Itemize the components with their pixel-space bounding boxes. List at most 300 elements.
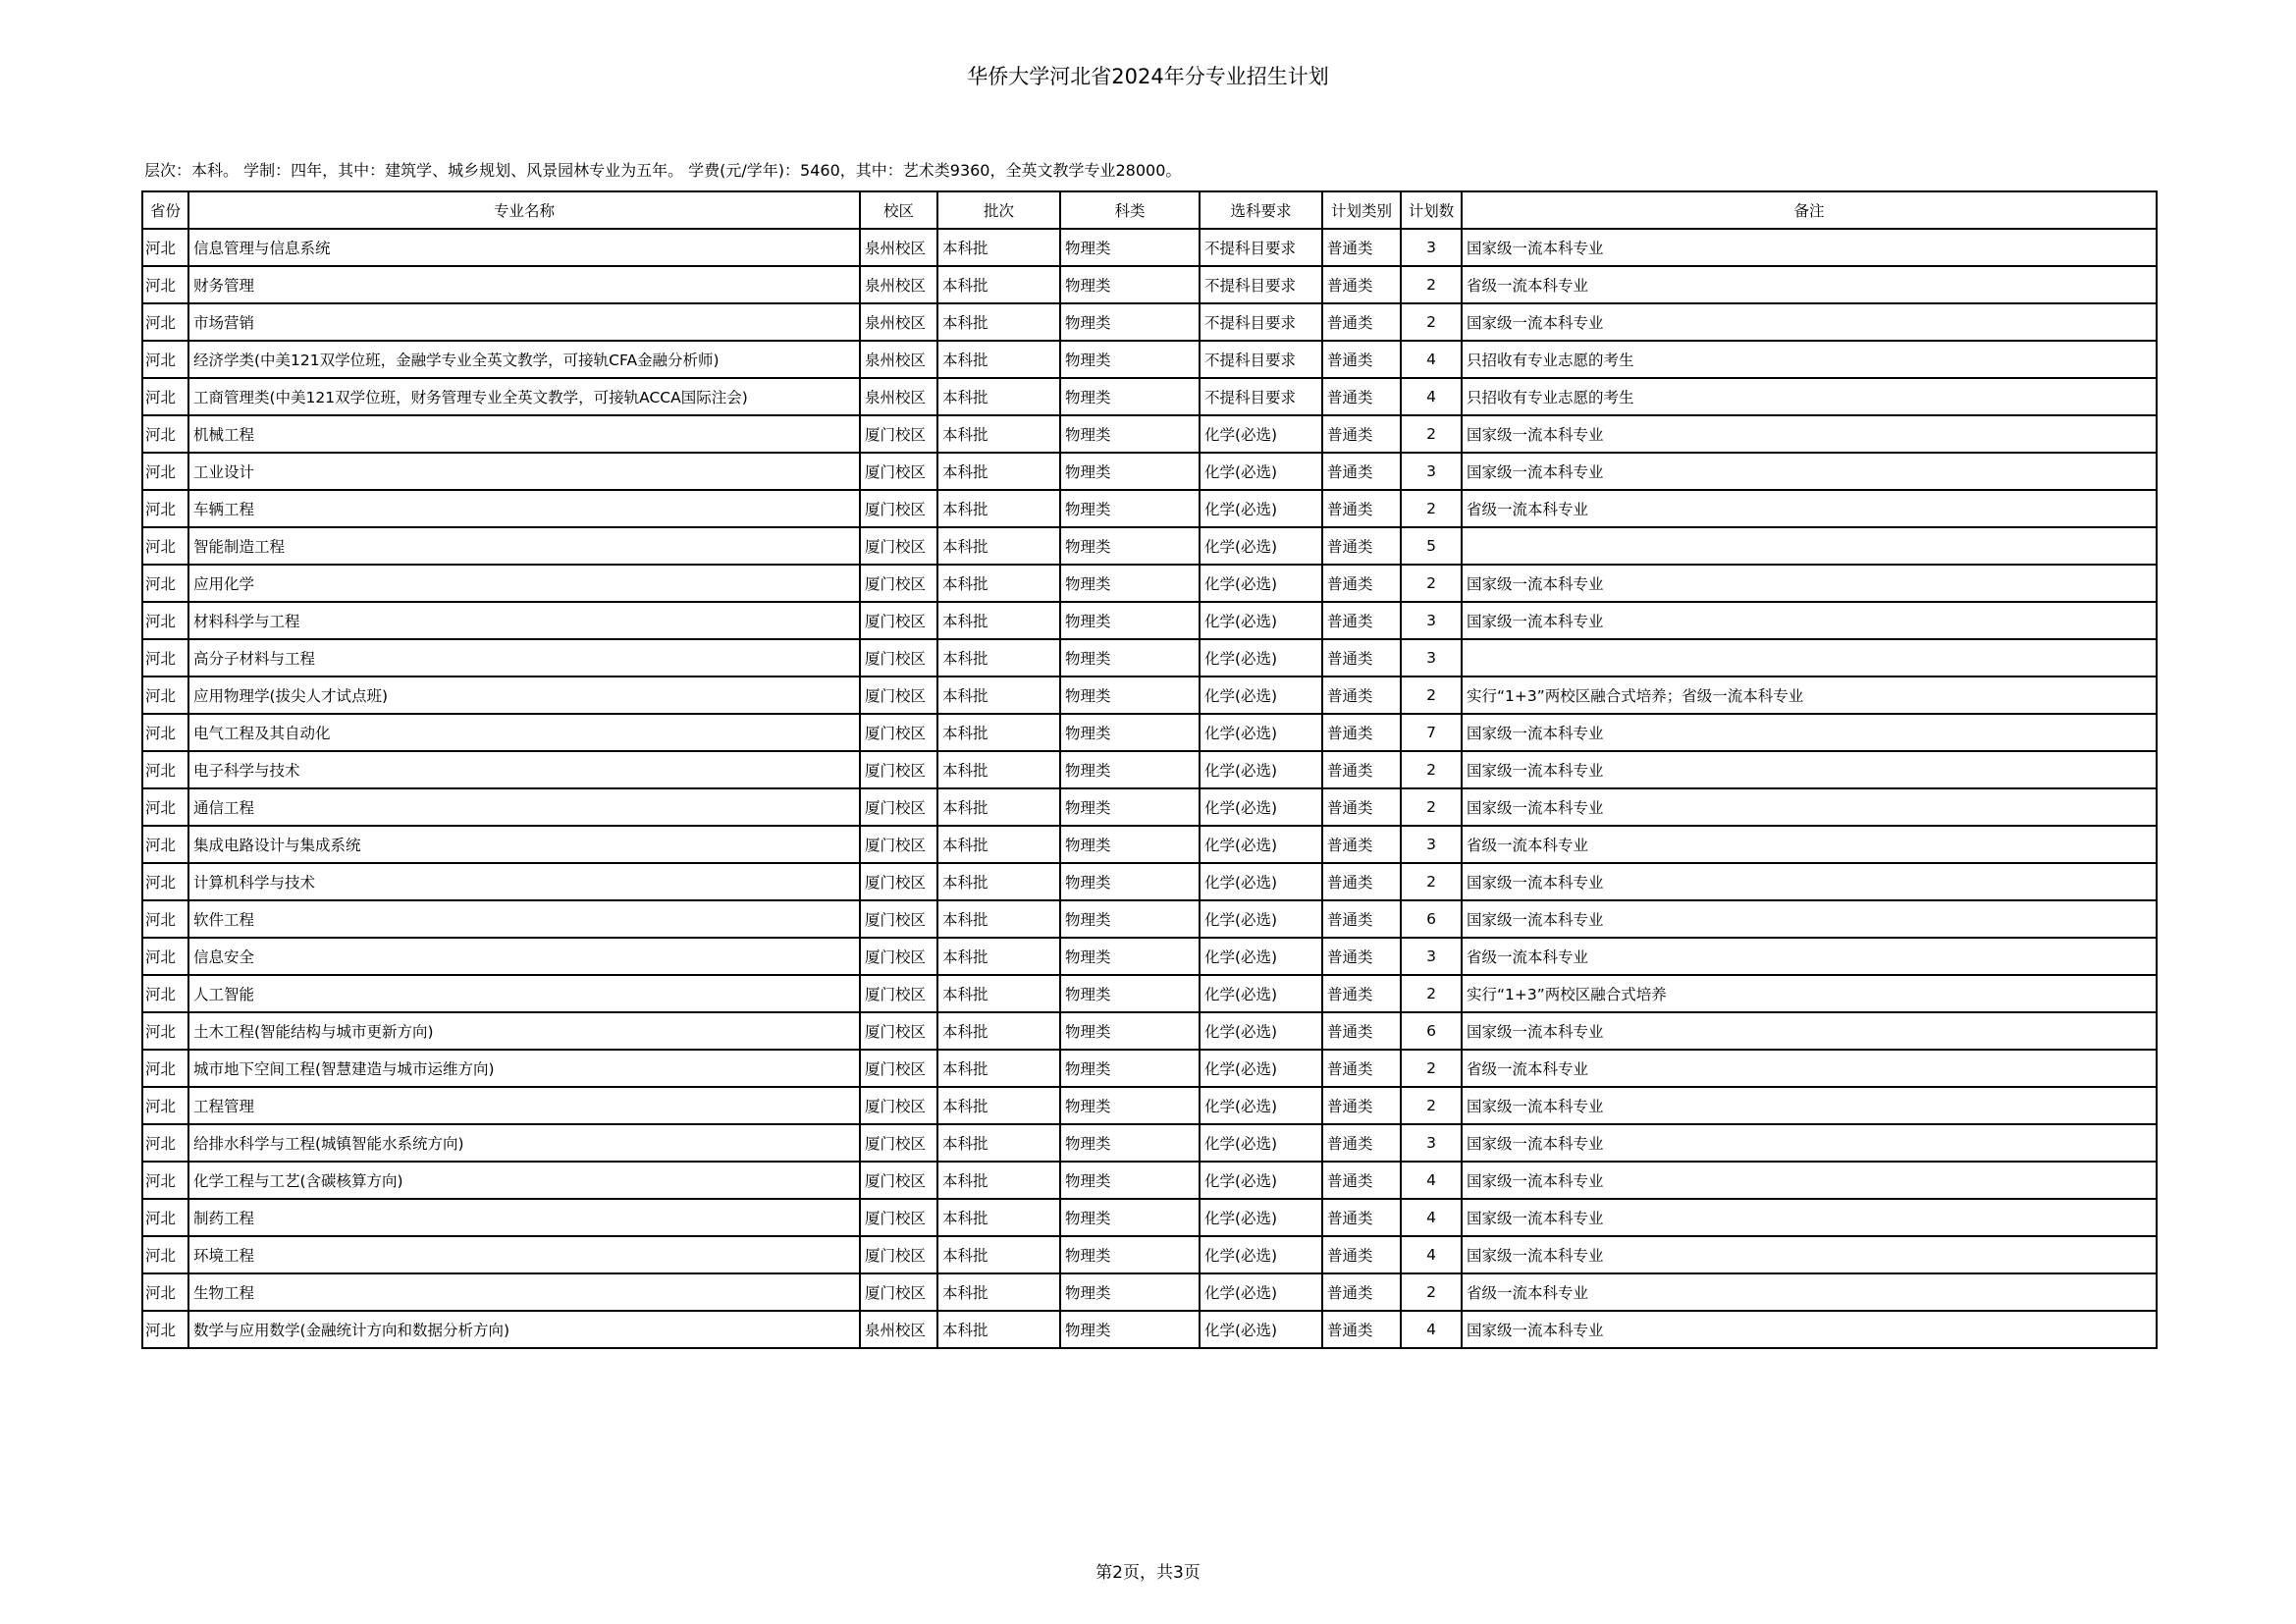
cell-plan-type: 普通类: [1322, 415, 1401, 453]
cell-batch: 本科批: [937, 1124, 1060, 1162]
cell-count: 4: [1401, 341, 1462, 378]
cell-province: 河北: [142, 1236, 188, 1273]
cell-plan-type: 普通类: [1322, 1199, 1401, 1236]
cell-category: 物理类: [1060, 1012, 1200, 1050]
cell-subjects: 化学(必选): [1200, 639, 1322, 677]
cell-province: 河北: [142, 490, 188, 527]
cell-batch: 本科批: [937, 490, 1060, 527]
cell-category: 物理类: [1060, 975, 1200, 1012]
table-row: [142, 826, 2157, 863]
cell-batch: 本科批: [937, 863, 1060, 900]
table-row: [142, 490, 2157, 527]
cell-major: 信息管理与信息系统: [188, 229, 860, 266]
cell-notes: 只招收有专业志愿的考生: [1462, 341, 2157, 378]
cell-province: 河北: [142, 1199, 188, 1236]
cell-major: 应用化学: [188, 565, 860, 602]
cell-count: 2: [1401, 751, 1462, 788]
header-count: 计划数: [1401, 191, 1462, 229]
cell-campus: 厦门校区: [860, 453, 937, 490]
cell-major: 工程管理: [188, 1087, 860, 1124]
cell-plan-type: 普通类: [1322, 453, 1401, 490]
cell-major: 计算机科学与技术: [188, 863, 860, 900]
cell-subjects: 化学(必选): [1200, 453, 1322, 490]
cell-subjects: 化学(必选): [1200, 751, 1322, 788]
cell-major: 城市地下空间工程(智慧建造与城市运维方向): [188, 1050, 860, 1087]
cell-province: 河北: [142, 1124, 188, 1162]
cell-count: 3: [1401, 602, 1462, 639]
cell-province: 河北: [142, 1311, 188, 1348]
cell-category: 物理类: [1060, 565, 1200, 602]
cell-count: 2: [1401, 1087, 1462, 1124]
cell-campus: 厦门校区: [860, 826, 937, 863]
cell-plan-type: 普通类: [1322, 1311, 1401, 1348]
table-row: [142, 863, 2157, 900]
cell-batch: 本科批: [937, 1311, 1060, 1348]
cell-category: 物理类: [1060, 602, 1200, 639]
cell-batch: 本科批: [937, 453, 1060, 490]
cell-major: 高分子材料与工程: [188, 639, 860, 677]
cell-subjects: 化学(必选): [1200, 1311, 1322, 1348]
cell-count: 3: [1401, 826, 1462, 863]
cell-subjects: 化学(必选): [1200, 490, 1322, 527]
cell-count: 4: [1401, 1162, 1462, 1199]
header-batch: 批次: [937, 191, 1060, 229]
cell-subjects: 化学(必选): [1200, 602, 1322, 639]
cell-campus: 厦门校区: [860, 1199, 937, 1236]
cell-notes: 国家级一流本科专业: [1462, 1124, 2157, 1162]
cell-campus: 泉州校区: [860, 1311, 937, 1348]
cell-major: 财务管理: [188, 266, 860, 303]
table-row: [142, 266, 2157, 303]
cell-count: 2: [1401, 415, 1462, 453]
cell-province: 河北: [142, 266, 188, 303]
cell-subjects: 不提科目要求: [1200, 303, 1322, 341]
cell-major: 市场营销: [188, 303, 860, 341]
cell-notes: [1462, 639, 2157, 677]
cell-notes: 国家级一流本科专业: [1462, 565, 2157, 602]
header-campus: 校区: [860, 191, 937, 229]
table-row: [142, 229, 2157, 266]
cell-category: 物理类: [1060, 266, 1200, 303]
cell-notes: 国家级一流本科专业: [1462, 1199, 2157, 1236]
cell-notes: 省级一流本科专业: [1462, 826, 2157, 863]
cell-campus: 厦门校区: [860, 751, 937, 788]
cell-campus: 厦门校区: [860, 714, 937, 751]
header-major: 专业名称: [188, 191, 860, 229]
cell-major: 土木工程(智能结构与城市更新方向): [188, 1012, 860, 1050]
cell-batch: 本科批: [937, 639, 1060, 677]
cell-count: 7: [1401, 714, 1462, 751]
cell-campus: 厦门校区: [860, 565, 937, 602]
cell-major: 人工智能: [188, 975, 860, 1012]
cell-major: 给排水科学与工程(城镇智能水系统方向): [188, 1124, 860, 1162]
cell-campus: 泉州校区: [860, 378, 937, 415]
cell-batch: 本科批: [937, 303, 1060, 341]
cell-notes: 国家级一流本科专业: [1462, 303, 2157, 341]
cell-major: 工商管理类(中美121双学位班，财务管理专业全英文教学，可接轨ACCA国际注会): [188, 378, 860, 415]
cell-count: 2: [1401, 1273, 1462, 1311]
cell-category: 物理类: [1060, 415, 1200, 453]
cell-category: 物理类: [1060, 341, 1200, 378]
cell-plan-type: 普通类: [1322, 938, 1401, 975]
cell-major: 通信工程: [188, 788, 860, 826]
cell-campus: 厦门校区: [860, 527, 937, 565]
cell-batch: 本科批: [937, 565, 1060, 602]
cell-plan-type: 普通类: [1322, 1087, 1401, 1124]
table-row: [142, 1236, 2157, 1273]
cell-major: 制药工程: [188, 1199, 860, 1236]
cell-category: 物理类: [1060, 1162, 1200, 1199]
header-plan-type: 计划类别: [1322, 191, 1401, 229]
cell-plan-type: 普通类: [1322, 900, 1401, 938]
cell-notes: 省级一流本科专业: [1462, 1050, 2157, 1087]
cell-major: 电子科学与技术: [188, 751, 860, 788]
table-row: [142, 378, 2157, 415]
cell-plan-type: 普通类: [1322, 751, 1401, 788]
cell-notes: 国家级一流本科专业: [1462, 900, 2157, 938]
cell-count: 4: [1401, 1236, 1462, 1273]
cell-campus: 厦门校区: [860, 1162, 937, 1199]
cell-plan-type: 普通类: [1322, 527, 1401, 565]
cell-plan-type: 普通类: [1322, 378, 1401, 415]
cell-subjects: 化学(必选): [1200, 714, 1322, 751]
table-row: [142, 602, 2157, 639]
cell-subjects: 化学(必选): [1200, 826, 1322, 863]
cell-batch: 本科批: [937, 826, 1060, 863]
table-row: [142, 1273, 2157, 1311]
cell-batch: 本科批: [937, 602, 1060, 639]
cell-subjects: 化学(必选): [1200, 1273, 1322, 1311]
table-row: [142, 1162, 2157, 1199]
cell-notes: 国家级一流本科专业: [1462, 453, 2157, 490]
table-row: [142, 788, 2157, 826]
table-row: [142, 527, 2157, 565]
cell-category: 物理类: [1060, 1124, 1200, 1162]
cell-category: 物理类: [1060, 1273, 1200, 1311]
cell-batch: 本科批: [937, 1199, 1060, 1236]
cell-plan-type: 普通类: [1322, 229, 1401, 266]
cell-major: 智能制造工程: [188, 527, 860, 565]
cell-notes: 国家级一流本科专业: [1462, 602, 2157, 639]
cell-category: 物理类: [1060, 677, 1200, 714]
cell-notes: 国家级一流本科专业: [1462, 1087, 2157, 1124]
cell-batch: 本科批: [937, 1236, 1060, 1273]
cell-subjects: 化学(必选): [1200, 1162, 1322, 1199]
cell-major: 材料科学与工程: [188, 602, 860, 639]
cell-count: 4: [1401, 378, 1462, 415]
page-number: 第2页，共3页: [1095, 1563, 1201, 1583]
cell-notes: 国家级一流本科专业: [1462, 714, 2157, 751]
cell-category: 物理类: [1060, 490, 1200, 527]
table-row: [142, 677, 2157, 714]
cell-plan-type: 普通类: [1322, 303, 1401, 341]
cell-batch: 本科批: [937, 527, 1060, 565]
cell-province: 河北: [142, 1162, 188, 1199]
cell-count: 3: [1401, 229, 1462, 266]
cell-major: 集成电路设计与集成系统: [188, 826, 860, 863]
cell-province: 河北: [142, 639, 188, 677]
cell-batch: 本科批: [937, 341, 1060, 378]
cell-count: 6: [1401, 900, 1462, 938]
cell-major: 工业设计: [188, 453, 860, 490]
cell-campus: 厦门校区: [860, 1012, 937, 1050]
cell-notes: 实行“1+3”两校区融合式培养；省级一流本科专业: [1462, 677, 2157, 714]
cell-batch: 本科批: [937, 266, 1060, 303]
cell-campus: 厦门校区: [860, 602, 937, 639]
cell-province: 河北: [142, 677, 188, 714]
cell-notes: 只招收有专业志愿的考生: [1462, 378, 2157, 415]
cell-count: 5: [1401, 527, 1462, 565]
cell-notes: 国家级一流本科专业: [1462, 751, 2157, 788]
cell-notes: 国家级一流本科专业: [1462, 1236, 2157, 1273]
cell-batch: 本科批: [937, 677, 1060, 714]
cell-plan-type: 普通类: [1322, 341, 1401, 378]
cell-category: 物理类: [1060, 1311, 1200, 1348]
cell-province: 河北: [142, 788, 188, 826]
cell-category: 物理类: [1060, 639, 1200, 677]
cell-notes: 国家级一流本科专业: [1462, 415, 2157, 453]
cell-campus: 泉州校区: [860, 266, 937, 303]
cell-batch: 本科批: [937, 1050, 1060, 1087]
cell-notes: 国家级一流本科专业: [1462, 788, 2157, 826]
cell-province: 河北: [142, 826, 188, 863]
cell-plan-type: 普通类: [1322, 975, 1401, 1012]
cell-subjects: 化学(必选): [1200, 938, 1322, 975]
table-row: [142, 975, 2157, 1012]
cell-province: 河北: [142, 602, 188, 639]
cell-province: 河北: [142, 565, 188, 602]
cell-batch: 本科批: [937, 1273, 1060, 1311]
cell-notes: 省级一流本科专业: [1462, 938, 2157, 975]
cell-batch: 本科批: [937, 229, 1060, 266]
cell-category: 物理类: [1060, 900, 1200, 938]
table-body: [142, 229, 2157, 1348]
cell-count: 3: [1401, 938, 1462, 975]
cell-plan-type: 普通类: [1322, 1012, 1401, 1050]
cell-subjects: 不提科目要求: [1200, 229, 1322, 266]
cell-major: 电气工程及其自动化: [188, 714, 860, 751]
cell-province: 河北: [142, 900, 188, 938]
cell-major: 环境工程: [188, 1236, 860, 1273]
cell-province: 河北: [142, 341, 188, 378]
cell-count: 4: [1401, 1311, 1462, 1348]
table-row: [142, 751, 2157, 788]
cell-subjects: 化学(必选): [1200, 1199, 1322, 1236]
cell-plan-type: 普通类: [1322, 863, 1401, 900]
cell-province: 河北: [142, 1012, 188, 1050]
cell-count: 2: [1401, 490, 1462, 527]
cell-province: 河北: [142, 975, 188, 1012]
cell-subjects: 化学(必选): [1200, 527, 1322, 565]
header-notes: 备注: [1462, 191, 2157, 229]
cell-campus: 厦门校区: [860, 677, 937, 714]
cell-batch: 本科批: [937, 1162, 1060, 1199]
table-row: [142, 1087, 2157, 1124]
header-province: 省份: [142, 191, 188, 229]
enrollment-info-line: 层次：本科。 学制：四年，其中：建筑学、城乡规划、风景园林专业为五年。 学费(元/学年)：5460，其中：艺术类9360，全英文教学专业28000。: [144, 161, 1182, 180]
cell-category: 物理类: [1060, 453, 1200, 490]
cell-province: 河北: [142, 1050, 188, 1087]
cell-category: 物理类: [1060, 1236, 1200, 1273]
cell-batch: 本科批: [937, 788, 1060, 826]
cell-count: 3: [1401, 453, 1462, 490]
table-row: [142, 1124, 2157, 1162]
cell-count: 2: [1401, 975, 1462, 1012]
cell-plan-type: 普通类: [1322, 1162, 1401, 1199]
cell-subjects: 化学(必选): [1200, 677, 1322, 714]
cell-subjects: 化学(必选): [1200, 1124, 1322, 1162]
cell-subjects: 化学(必选): [1200, 1012, 1322, 1050]
table-row: [142, 938, 2157, 975]
cell-subjects: 化学(必选): [1200, 975, 1322, 1012]
cell-subjects: 化学(必选): [1200, 565, 1322, 602]
cell-campus: 厦门校区: [860, 1050, 937, 1087]
cell-province: 河北: [142, 453, 188, 490]
cell-subjects: 化学(必选): [1200, 1236, 1322, 1273]
header-category: 科类: [1060, 191, 1200, 229]
cell-plan-type: 普通类: [1322, 1236, 1401, 1273]
cell-count: 2: [1401, 266, 1462, 303]
cell-notes: 国家级一流本科专业: [1462, 229, 2157, 266]
cell-notes: 省级一流本科专业: [1462, 1273, 2157, 1311]
cell-campus: 厦门校区: [860, 900, 937, 938]
cell-category: 物理类: [1060, 229, 1200, 266]
cell-batch: 本科批: [937, 900, 1060, 938]
cell-plan-type: 普通类: [1322, 788, 1401, 826]
table-header-row: [142, 191, 2157, 229]
cell-province: 河北: [142, 751, 188, 788]
cell-notes: 国家级一流本科专业: [1462, 1162, 2157, 1199]
cell-major: 软件工程: [188, 900, 860, 938]
cell-batch: 本科批: [937, 378, 1060, 415]
cell-category: 物理类: [1060, 1199, 1200, 1236]
cell-count: 2: [1401, 565, 1462, 602]
cell-subjects: 不提科目要求: [1200, 266, 1322, 303]
cell-category: 物理类: [1060, 788, 1200, 826]
cell-major: 化学工程与工艺(含碳核算方向): [188, 1162, 860, 1199]
cell-plan-type: 普通类: [1322, 565, 1401, 602]
table-row: [142, 714, 2157, 751]
cell-subjects: 化学(必选): [1200, 415, 1322, 453]
cell-campus: 厦门校区: [860, 490, 937, 527]
table-row: [142, 1012, 2157, 1050]
cell-subjects: 不提科目要求: [1200, 378, 1322, 415]
cell-province: 河北: [142, 303, 188, 341]
table-row: [142, 415, 2157, 453]
cell-campus: 厦门校区: [860, 938, 937, 975]
cell-category: 物理类: [1060, 1087, 1200, 1124]
cell-province: 河北: [142, 378, 188, 415]
cell-major: 机械工程: [188, 415, 860, 453]
table-row: [142, 453, 2157, 490]
cell-campus: 泉州校区: [860, 229, 937, 266]
cell-notes: 国家级一流本科专业: [1462, 863, 2157, 900]
cell-plan-type: 普通类: [1322, 1050, 1401, 1087]
cell-plan-type: 普通类: [1322, 677, 1401, 714]
cell-count: 2: [1401, 788, 1462, 826]
table-row: [142, 1311, 2157, 1348]
cell-category: 物理类: [1060, 751, 1200, 788]
cell-subjects: 化学(必选): [1200, 900, 1322, 938]
cell-plan-type: 普通类: [1322, 826, 1401, 863]
cell-major: 信息安全: [188, 938, 860, 975]
table-row: [142, 639, 2157, 677]
cell-plan-type: 普通类: [1322, 714, 1401, 751]
cell-plan-type: 普通类: [1322, 1124, 1401, 1162]
table-row: [142, 565, 2157, 602]
cell-campus: 泉州校区: [860, 303, 937, 341]
cell-major: 车辆工程: [188, 490, 860, 527]
cell-major: 应用物理学(拔尖人才试点班): [188, 677, 860, 714]
cell-notes: [1462, 527, 2157, 565]
table-row: [142, 341, 2157, 378]
cell-batch: 本科批: [937, 975, 1060, 1012]
cell-batch: 本科批: [937, 714, 1060, 751]
cell-count: 2: [1401, 303, 1462, 341]
cell-campus: 厦门校区: [860, 639, 937, 677]
cell-plan-type: 普通类: [1322, 266, 1401, 303]
cell-notes: 实行“1+3”两校区融合式培养: [1462, 975, 2157, 1012]
cell-category: 物理类: [1060, 527, 1200, 565]
cell-count: 2: [1401, 677, 1462, 714]
cell-batch: 本科批: [937, 751, 1060, 788]
cell-subjects: 不提科目要求: [1200, 341, 1322, 378]
cell-category: 物理类: [1060, 863, 1200, 900]
cell-campus: 厦门校区: [860, 863, 937, 900]
cell-batch: 本科批: [937, 415, 1060, 453]
cell-province: 河北: [142, 1273, 188, 1311]
cell-major: 数学与应用数学(金融统计方向和数据分析方向): [188, 1311, 860, 1348]
cell-plan-type: 普通类: [1322, 490, 1401, 527]
cell-campus: 厦门校区: [860, 415, 937, 453]
cell-subjects: 化学(必选): [1200, 1087, 1322, 1124]
cell-campus: 厦门校区: [860, 975, 937, 1012]
table-row: [142, 1050, 2157, 1087]
cell-plan-type: 普通类: [1322, 639, 1401, 677]
table-row: [142, 1199, 2157, 1236]
cell-category: 物理类: [1060, 1050, 1200, 1087]
cell-plan-type: 普通类: [1322, 1273, 1401, 1311]
cell-campus: 厦门校区: [860, 1273, 937, 1311]
cell-notes: 省级一流本科专业: [1462, 266, 2157, 303]
cell-province: 河北: [142, 1087, 188, 1124]
cell-notes: 省级一流本科专业: [1462, 490, 2157, 527]
enrollment-plan-table: [141, 190, 2158, 1349]
cell-subjects: 化学(必选): [1200, 788, 1322, 826]
cell-province: 河北: [142, 714, 188, 751]
cell-count: 3: [1401, 1124, 1462, 1162]
cell-plan-type: 普通类: [1322, 602, 1401, 639]
cell-province: 河北: [142, 863, 188, 900]
cell-major: 经济学类(中美121双学位班，金融学专业全英文教学，可接轨CFA金融分析师): [188, 341, 860, 378]
cell-category: 物理类: [1060, 714, 1200, 751]
cell-province: 河北: [142, 938, 188, 975]
cell-category: 物理类: [1060, 378, 1200, 415]
table-row: [142, 303, 2157, 341]
cell-province: 河北: [142, 229, 188, 266]
cell-category: 物理类: [1060, 938, 1200, 975]
cell-subjects: 化学(必选): [1200, 1050, 1322, 1087]
cell-province: 河北: [142, 415, 188, 453]
cell-campus: 厦门校区: [860, 1124, 937, 1162]
cell-campus: 厦门校区: [860, 1236, 937, 1273]
cell-notes: 国家级一流本科专业: [1462, 1311, 2157, 1348]
cell-subjects: 化学(必选): [1200, 863, 1322, 900]
cell-category: 物理类: [1060, 303, 1200, 341]
cell-batch: 本科批: [937, 1087, 1060, 1124]
cell-notes: 国家级一流本科专业: [1462, 1012, 2157, 1050]
cell-count: 4: [1401, 1199, 1462, 1236]
